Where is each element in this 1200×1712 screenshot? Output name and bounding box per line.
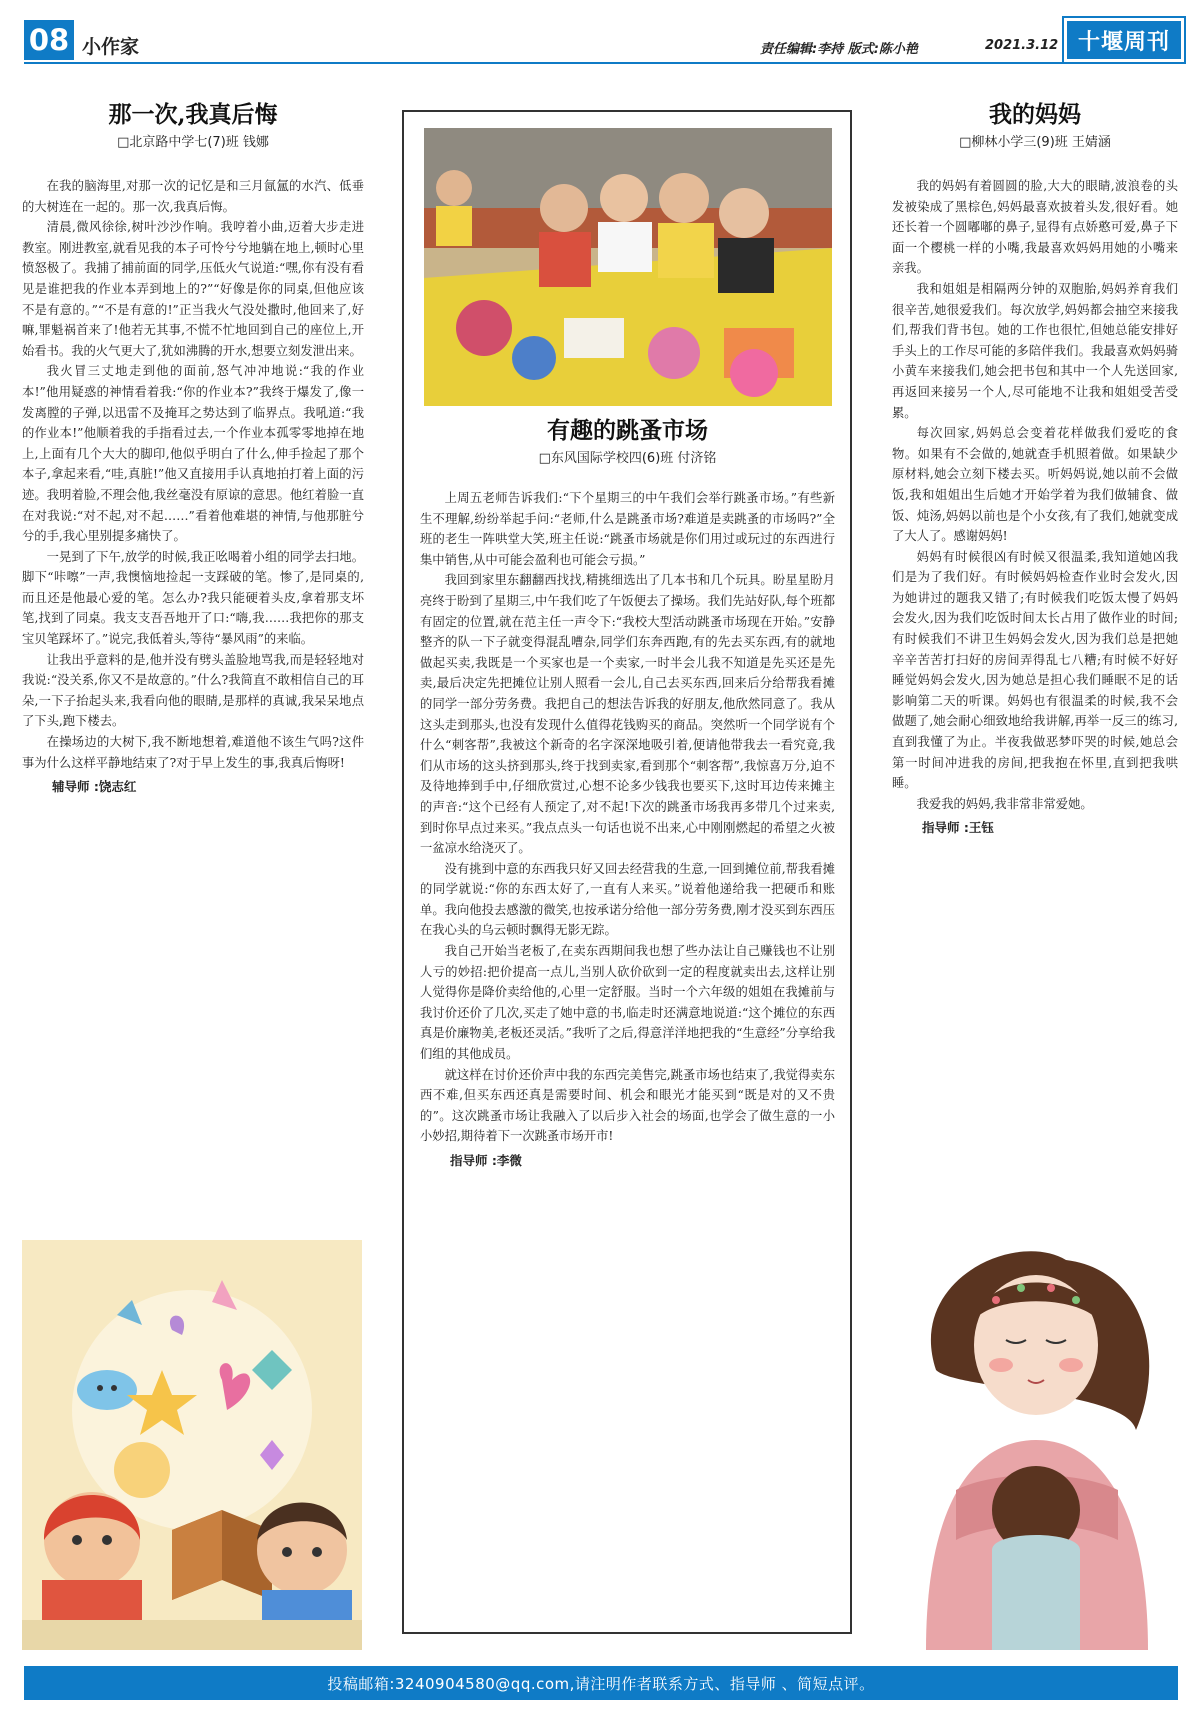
paragraph: 没有挑到中意的东西我只好又回去经营我的生意,一回到摊位前,帮我看摊的同学就说:“你的东西太好了,一直有人来买。”说着他递给我一把硬币和账单。我向他投去感激的微笑,也按承诺分给他一部分劳务费,刚才没买到东西压在我心头的乌云顿时飘得无影无踪。: [420, 861, 835, 938]
paragraph: 我爱我的妈妈,我非常非常爱她。: [916, 796, 1093, 811]
paragraph: 我和姐姐是相隔两分钟的双胞胎,妈妈养育我们很辛苦,她很爱我们。每次放学,妈妈都会抽空来接我们,帮我们背书包。她的工作也很忙,但她总能安排好手头上的工作尽可能的多陪伴我们。我最喜欢妈妈骑小黄车来接我们,她会把书包和其中一个人先送回家,再返回来接另一个人,尽可能地不让我和姐姐受苦受累。: [892, 281, 1178, 420]
middle-article-advisor: 指导师 :李微: [450, 1153, 522, 1168]
left-article-body: [22, 176, 364, 773]
paragraph: 上周五老师告诉我们:“下个星期三的中午我们会举行跳蚤市场。”有些新生不理解,纷纷举起手问:“老师,什么是跳蚤市场?难道是卖跳蚤的市场吗?”全班的老生一阵哄堂大笑,班主任说:“跳蚤市场就是你们用过或玩过的东西进行集中销售,从中可能会盈利也可能会亏损。”: [420, 491, 835, 567]
paragraph: 我火冒三丈地走到他的面前,怒气冲冲地说:“我的作业本!”他用疑惑的神情看着我:“你的作业本?”我终于爆发了,像一发离膛的子弹,以迅雷不及掩耳之势达到了临界点。我吼道:“我的作业本!”他顺着我的手指看过去,一个作业本孤零零地掉在地上,上面有几个大大的脚印,他似乎明白了什么,伸手捡起了那个本子,拿起来看,“哇,真脏!”他又直接用手认真地拍打着上面的污迹。我明着脸,不理会他,我丝毫没有原谅的意思。他红着脸一直在对我说:“对不起,对不起……”看着他难堪的神情,与他那脏兮兮的手,我心里别提多痛快了。: [22, 364, 364, 544]
middle-article-title: 有趣的跳蚤市场: [547, 417, 708, 444]
paragraph: 清晨,微风徐徐,树叶沙沙作响。我哼着小曲,迈着大步走进教室。刚进教室,就看见我的本子可怜兮兮地躺在地上,顿时心里愤怒极了。我捕了捕前面的同学,压低火气说道:“嘿,你有没有看见是谁把我的作业本弄到地上的?”“好像是你的同桌,但他应该不是有意的。”“不是有意的!”正当我火气没处撒时,他回来了,好嘛,罪魁祸首来了!他若无其事,不慌不忙地回到自己的座位上,开始看书。我的火气更大了,犹如沸腾的开水,想要立刻发泄出来。: [22, 220, 364, 358]
masthead-logo: 十堰周刊: [1064, 18, 1184, 62]
paragraph: 就这样在讨价还价声中我的东西完美售完,跳蚤市场也结束了,我觉得卖东西不难,但买东西还真是需要时间、机会和眼光才能买到“既是对的又不贵的”。这次跳蚤市场让我融入了以后步入社会的场面,也学会了做生意的一小小妙招,期待着下一次跳蚤市场开市!: [420, 1067, 835, 1144]
paragraph: 妈妈有时候很凶有时候又很温柔,我知道她凶我们是为了我们好。有时候妈妈检查作业时会发火,因为她讲过的题我又错了;有时候我们吃饭太慢了妈妈会发火,因为我们吃饭时间太长占用了做作业的时间;有时候我们不讲卫生妈妈会发火,因为我们总是把她辛辛苦苦打扫好的房间弄得乱七八糟;有时候不好好睡觉妈妈会发火,因为她总是担心我们睡眠不足的话影响第二天的听课。妈妈也有很温柔的时候,我不会做题了,她会耐心细致地给我讲解,再举一反三的练习,直到我懂了为止。半夜我做恶梦吓哭的时候,她总会第一时间冲进我的房间,把我抱在怀里,直到把我哄睡。: [892, 549, 1178, 791]
middle-article: [420, 416, 835, 1169]
submission-footer: 投稿邮箱:3240904580@qq.com,请注明作者联系方式、指导师 、简短点评。: [24, 1666, 1178, 1700]
section-name: 小作家: [82, 36, 140, 58]
paragraph: 让我出乎意料的是,他并没有劈头盖脸地骂我,而是轻轻地对我说:“没关系,你又不是故意的。”什么?我简直不敢相信自己的耳朵,一下子抬起头来,我看向他的眼睛,是那样的真诚,我呆呆地点了下头,跑下楼去。: [22, 652, 364, 729]
flea-market-photo: [424, 128, 832, 406]
paragraph: 我回到家里东翻翻西找找,精挑细选出了几本书和几个玩具。盼星星盼月亮终于盼到了星期三,中午我们吃了午饭便去了操场。我们先站好队,每个班都有固定的位置,就在范主任一声令下:“我校大型活动跳蚤市场现在开始。”安静整齐的队一下子就变得混乱嘈杂,同学们东奔西跑,有的先去买东西,有的就地做起买卖,我既是一个买家也是一个卖家,一时半会儿我不知道是先买还是先卖,最后决定先把摊位让别人照看一会儿,自己去买东西,回来后分给帮我看摊的同学一部分劳务费。我把自己的想法告诉我的好朋友,他欣然同意了。我从这头走到那头,也没有发现什么值得花钱购买的商品。突然听一个同学说有个什么“刺客帮”,我被这个新奇的名字深深地吸引着,便请他带我去一看究竟,我们从市场的这头挤到那头,终于找到卖家,看到那个“刺客帮”,我惊喜万分,迫不及待地捧到手中,仔细欣赏过,心想不论多少钱我也要买下,这时耳边传来摊主的声音:“这个已经有人预定了,对不起!下次的跳蚤市场我再多带几个过来卖,到时你早点过来买。”我点点头一句话也说不出来,心中刚刚燃起的希望之火被一盆凉水给浇灭了。: [420, 573, 835, 856]
right-article-advisor: 指导师 :王钰: [922, 820, 994, 836]
paragraph: 在操场边的大树下,我不断地想着,难道他不该生气吗?这件事为什么这样平静地结束了?对于早上发生的事,我真后悔呀!: [22, 735, 364, 770]
page-number: 08: [24, 20, 74, 60]
paragraph: 我的妈妈有着圆圆的脸,大大的眼睛,波浪卷的头发被染成了黑棕色,妈妈最喜欢披着头发,很好看。她还长着一个圆嘟嘟的鼻子,显得有点娇憨可爱,鼻子下面一个樱桃一样的小嘴,我最喜欢妈妈用她的小嘴来亲我。: [892, 179, 1178, 276]
right-article-title: 我的妈妈: [989, 101, 1081, 128]
left-article: [22, 100, 364, 795]
header-divider: [24, 62, 1178, 64]
left-article-advisor: 辅导师 :饶志红: [52, 779, 137, 795]
issue-date: 2021.3.12: [985, 38, 1059, 53]
right-article-byline: □柳林小学三(9)班 王婧涵: [959, 135, 1111, 150]
right-article-body: [892, 176, 1178, 814]
middle-article-byline: □东风国际学校四(6)班 付济铭: [538, 451, 717, 466]
paragraph: 在我的脑海里,对那一次的记忆是和三月氤氲的水汽、低垂的大树连在一起的。那一次,我真后悔。: [22, 179, 364, 214]
left-article-byline: □北京路中学七(7)班 钱娜: [117, 135, 269, 150]
paragraph: 我自己开始当老板了,在卖东西期间我也想了些办法让自己赚钱也不让别人亏的妙招:把价提高一点儿,当别人砍价砍到一定的程度就卖出去,这样让别人觉得你是降价卖给他的,心里一定舒服。当时一个六年级的姐姐在我摊前与我讨价还价了几次,买走了她中意的书,临走时还满意地说道:“这个摊位的东西真是价廉物美,老板还灵活。”我听了之后,得意洋洋地把我的“生意经”分享给我们组的其他成员。: [420, 944, 835, 1062]
children-reading-illustration: [22, 1240, 362, 1650]
right-article: [892, 100, 1178, 836]
editor-credits: 责任编辑:李持 版式:陈小艳: [760, 42, 918, 57]
paragraph: 一晃到了下午,放学的时候,我正吆喝着小组的同学去扫地。脚下“咔嚓”一声,我懊恼地捡起一支踩破的笔。惨了,是同桌的,而且还是他最心爱的笔。怎么办?我只能硬着头皮,拿着那支坏笔,找到了同桌。我支支吾吾地开了口:“嗨,我……我把你的那支宝贝笔踩坏了。”说完,我低着头,等待“暴风雨”的来临。: [22, 549, 364, 647]
left-article-title: 那一次,我真后悔: [108, 101, 278, 128]
mother-child-illustration: [896, 1240, 1178, 1650]
paragraph: 每次回家,妈妈总会变着花样做我们爱吃的食物。如果有不会做的,她就查手机照着做。如果缺少原材料,她会立刻下楼去买。听妈妈说,她以前不会做饭,我和姐姐出生后她才开始学着为我们做辅食、做饭、炖汤,妈妈以前也是个小女孩,有了我们,她就变成了大人了。感谢妈妈!: [892, 426, 1178, 544]
middle-article-body: [420, 488, 835, 1147]
